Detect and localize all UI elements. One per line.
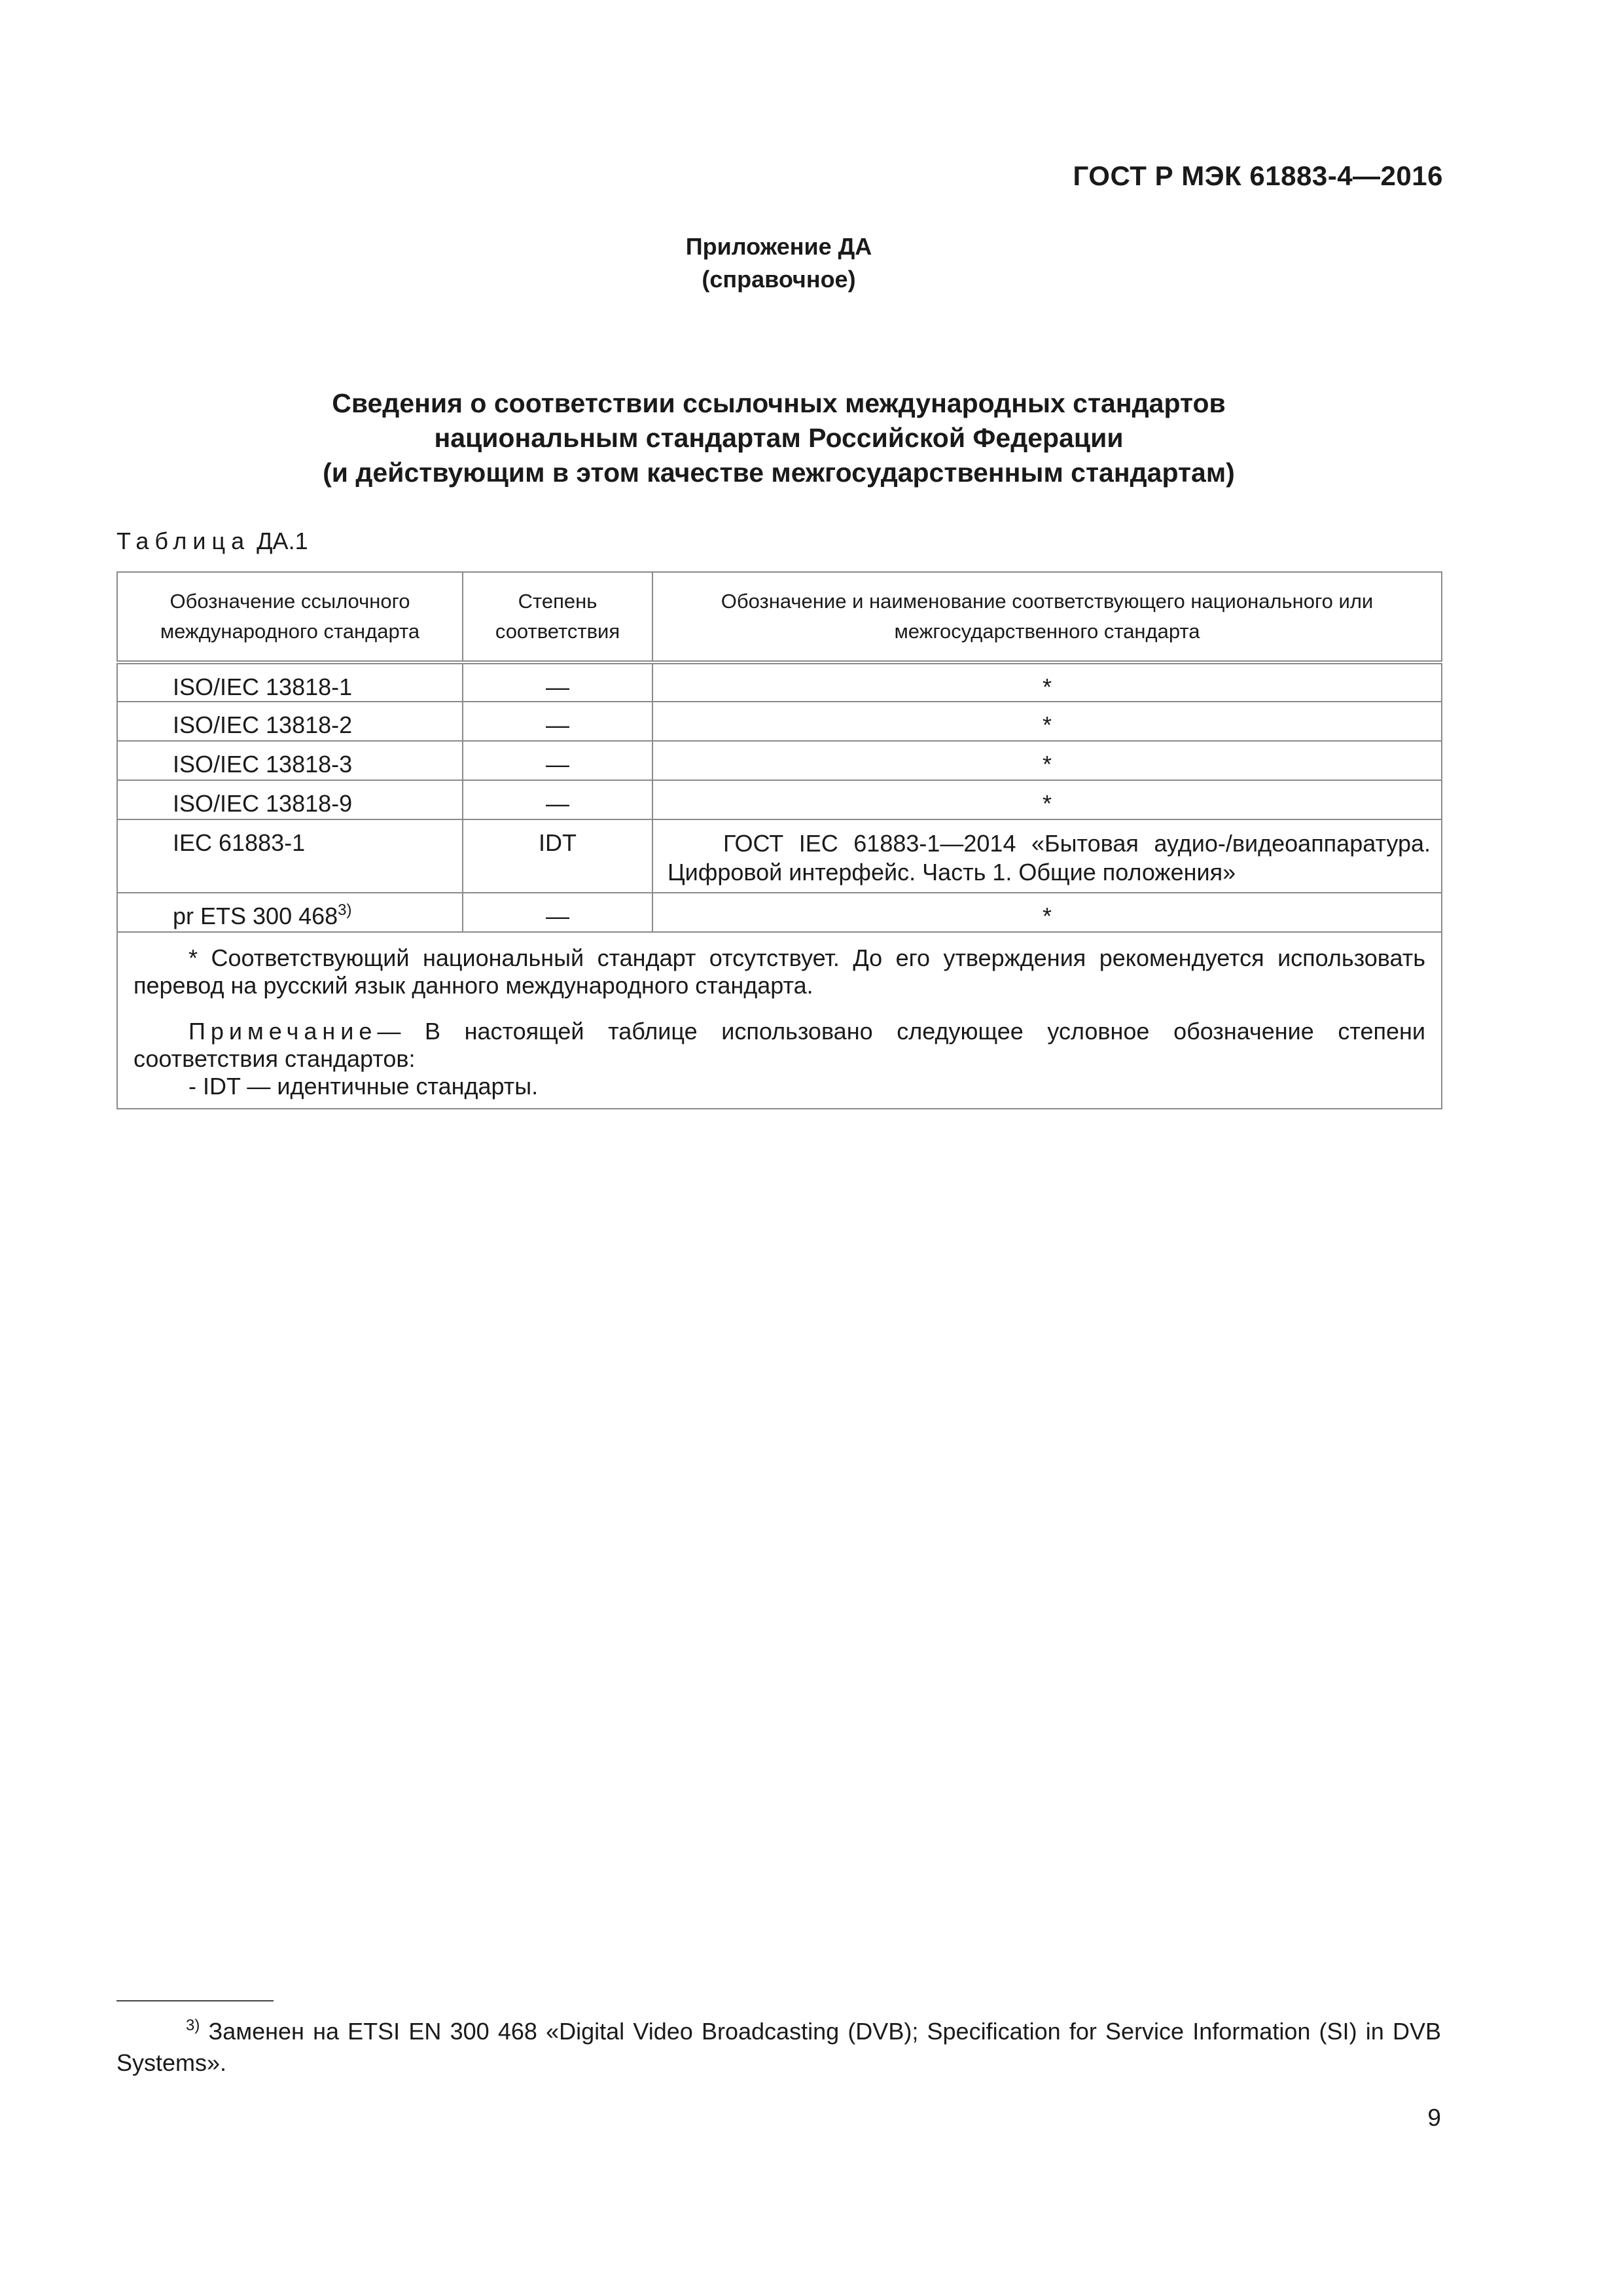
column-header-national-standard: Обозначение и наименование соответствующего национального или межгосударственного стандарта (652, 572, 1442, 662)
footnote-divider (116, 2000, 274, 2001)
table-caption-number: ДА.1 (257, 528, 308, 554)
degree-cell: — (463, 702, 652, 741)
table-row (117, 662, 1442, 702)
footnote-marker: 3) (186, 2017, 200, 2034)
table-caption-label: Таблица (116, 528, 251, 554)
national-standard-cell: ГОСТ IEC 61883-1—2014 «Бытовая аудио-/видеоаппаратура. Цифровой интерфейс. Часть 1. Общие положения» (652, 819, 1442, 893)
table-footer-row (117, 932, 1442, 1109)
section-title (0, 386, 1558, 490)
reference-standard-cell: ISO/IEC 13818-3 (117, 741, 463, 780)
column-header-degree: Степень соответствия (463, 572, 652, 662)
table-footnote: * Соответствующий национальный стандарт отсутствует. До его утверждения рекомендуется использовать перевод на русский язык данного международного стандарта. (134, 944, 1425, 999)
degree-cell: — (463, 893, 652, 932)
national-standard-cell: * (652, 741, 1442, 780)
document-code: ГОСТ Р МЭК 61883-4—2016 (1073, 160, 1443, 191)
table-caption (116, 528, 308, 555)
page-number: 9 (1427, 2104, 1441, 2131)
appendix-heading (0, 230, 1558, 296)
table-header-row (117, 572, 1442, 662)
national-standard-cell: * (652, 893, 1442, 932)
national-standard-cell: * (652, 702, 1442, 741)
page-footnote (116, 2016, 1441, 2079)
note-list-item: - IDT — идентичные стандарты. (188, 1073, 539, 1100)
national-standard-cell: * (652, 780, 1442, 819)
footnote-text: Заменен на ETSI EN 300 468 «Digital Video Broadcasting (DVB); Specification for Service Information (SI) in DVB Systems». (116, 2018, 1441, 2076)
section-title-line: Сведения о соответствии ссылочных международных стандартов (332, 388, 1226, 418)
note-label: Примечание (188, 1018, 378, 1045)
column-header-reference-standard: Обозначение ссылочного международного стандарта (117, 572, 463, 662)
reference-standard-cell: IEC 61883-1 (117, 819, 463, 893)
degree-cell: — (463, 741, 652, 780)
table-notes-cell (117, 932, 1442, 1109)
reference-standard-cell: ISO/IEC 13818-2 (117, 702, 463, 741)
table-row (117, 893, 1442, 932)
table-note (134, 1018, 1425, 1073)
table-row (117, 702, 1442, 741)
table-row (117, 819, 1442, 893)
table-row (117, 741, 1442, 780)
degree-cell: — (463, 662, 652, 702)
section-title-line: национальным стандартам Российской Федерации (434, 423, 1124, 453)
standards-table (116, 571, 1442, 1109)
reference-standard-cell: ISO/IEC 13818-1 (117, 662, 463, 702)
appendix-title: Приложение ДА (685, 233, 872, 260)
national-standard-cell: * (652, 662, 1442, 702)
footnote-reference: 3) (338, 901, 352, 919)
degree-cell: — (463, 780, 652, 819)
section-title-line: (и действующим в этом качестве межгосударственным стандартам) (323, 457, 1235, 488)
degree-cell: IDT (463, 819, 652, 893)
table-row (117, 780, 1442, 819)
standard-designation: pr ETS 300 468 (173, 903, 338, 929)
reference-standard-cell (117, 893, 463, 932)
reference-standard-cell: ISO/IEC 13818-9 (117, 780, 463, 819)
note-text: — В настоящей таблице использовано следующее условное обозначение степени соответствия стандартов: (134, 1018, 1425, 1072)
appendix-subtitle: (справочное) (702, 266, 856, 293)
